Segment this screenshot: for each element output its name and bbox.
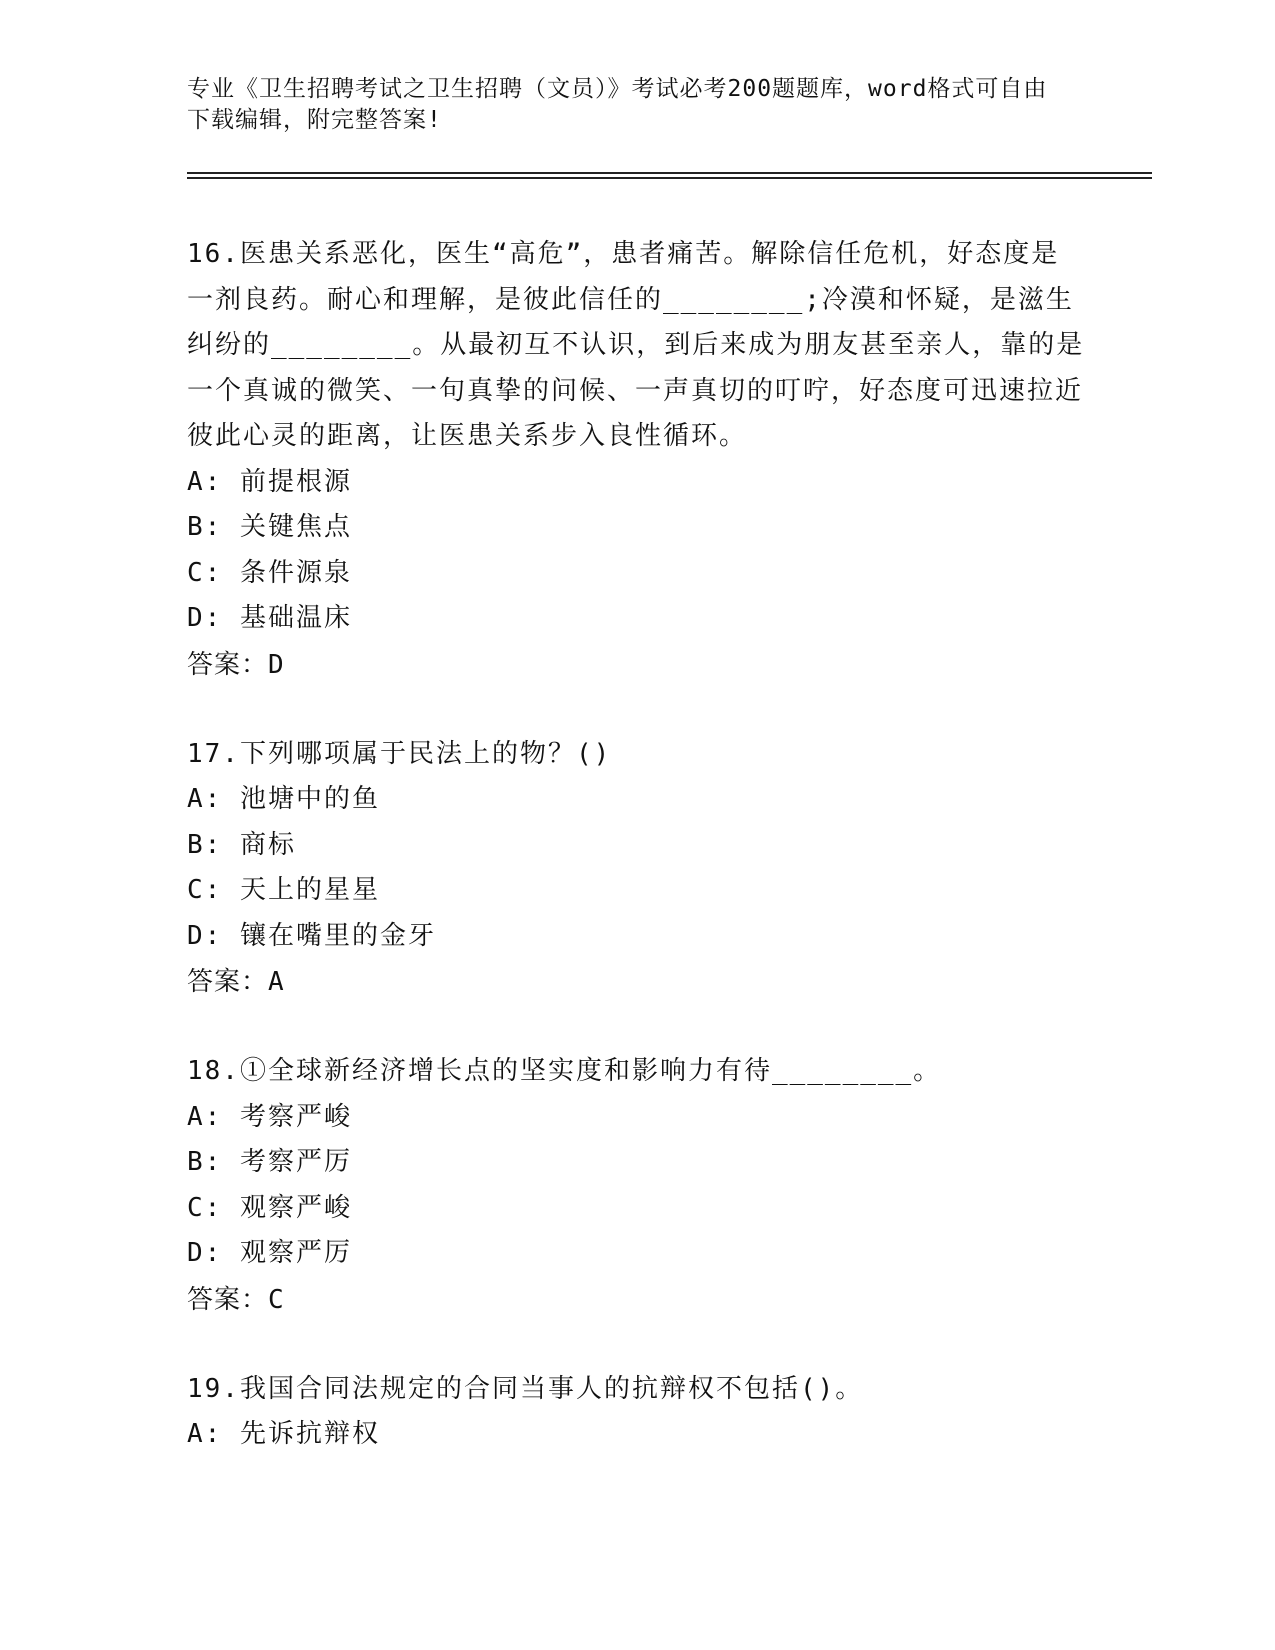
question-17 xyxy=(187,732,1087,1006)
header-divider-bottom xyxy=(187,177,1152,179)
answer: 答案：D xyxy=(187,649,285,680)
option-b: B: 商标 xyxy=(187,829,296,860)
option-d: D: 镶在嘴里的金牙 xyxy=(187,920,436,951)
question-list xyxy=(187,232,1087,1458)
question-stem: 17.下列哪项属于民法上的物？() xyxy=(187,738,612,769)
question-stem: 18.①全球新经济增长点的坚实度和影响力有待________。 xyxy=(187,1056,942,1086)
document-header: 专业《卫生招聘考试之卫生招聘（文员）》考试必考200题题库，word格式可自由下载编辑，附完整答案! xyxy=(187,76,1048,133)
header-divider-top xyxy=(187,172,1152,174)
option-a: A: 先诉抗辩权 xyxy=(187,1419,380,1449)
option-d: D: 基础温床 xyxy=(187,603,352,633)
question-18 xyxy=(187,1049,1087,1323)
option-c: C: 观察严峻 xyxy=(187,1192,352,1223)
answer: 答案：A xyxy=(187,967,285,997)
option-b: B: 关键焦点 xyxy=(187,512,352,542)
option-b: B: 考察严厉 xyxy=(187,1147,352,1177)
question-stem: 19.我国合同法规定的合同当事人的抗辩权不包括()。 xyxy=(187,1373,864,1404)
option-c: C: 条件源泉 xyxy=(187,557,352,588)
option-a: A: 池塘中的鱼 xyxy=(187,784,380,814)
option-c: C: 天上的星星 xyxy=(187,875,380,905)
question-19 xyxy=(187,1367,1087,1458)
question-16 xyxy=(187,232,1087,688)
option-d: D: 观察严厉 xyxy=(187,1238,352,1268)
answer: 答案：C xyxy=(187,1284,285,1315)
option-a: A: 前提根源 xyxy=(187,466,352,497)
question-stem: 16.医患关系恶化，医生“高危”，患者痛苦。解除信任危机，好态度是一剂良药。耐心和理解，是彼此信任的________;冷漠和怀疑，是滋生纠纷的________。从最初互不认识，到后来成为朋友甚至亲人，靠的是一个真诚的微笑、一句真挚的问候、一声真切的叮咛，好态度可迅速拉近彼此心灵的距离，让医患关系步入良性循环。 xyxy=(187,239,1085,451)
option-a: A: 考察严峻 xyxy=(187,1101,352,1132)
